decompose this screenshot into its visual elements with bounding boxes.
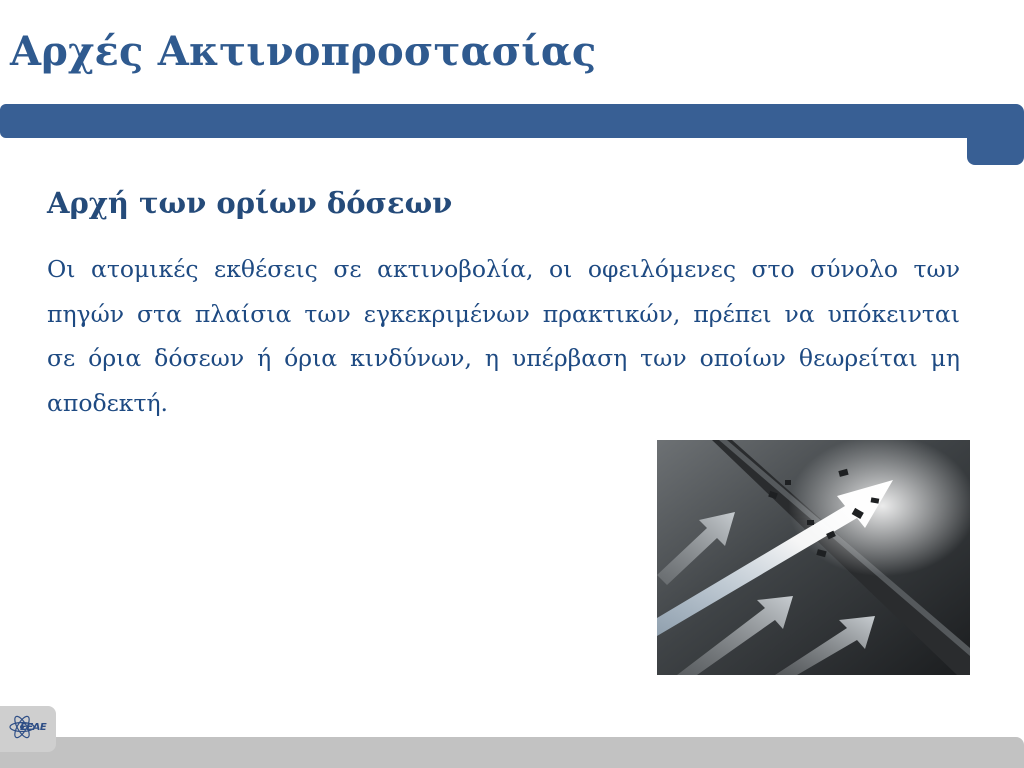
header-band-tab xyxy=(967,130,1024,165)
arrow-breaking-wall-image xyxy=(657,440,970,675)
body-paragraph: Οι ατομικές εκθέσεις σε ακτινοβολία, οι οφειλόμενες στο σύνολο των πηγών στα πλαίσια των εγκεκριμένων πρακτικών, πρέπει να υπόκεινται σε όρια δόσεων ή όρια κινδύνων, η υπέρβαση των οποίων θεωρείται μη αποδεκτή. xyxy=(47,255,960,417)
slide-title: Αρχές Ακτινοπροστασίας xyxy=(10,28,597,75)
header-band xyxy=(0,104,1024,138)
section-heading: Αρχή των ορίων δόσεων xyxy=(47,186,453,220)
logo-text: ΕΕΑΕ xyxy=(20,722,47,733)
footer-logo xyxy=(0,706,56,752)
footer-bar xyxy=(0,737,1024,768)
